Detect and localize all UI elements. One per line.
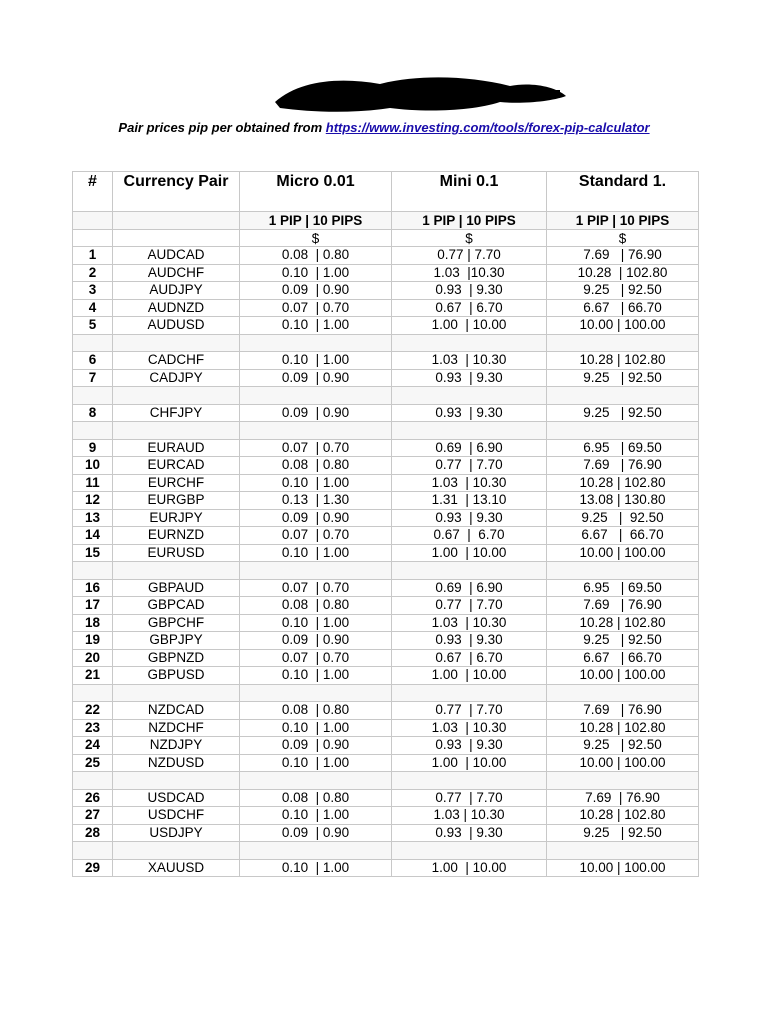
table-row [73, 632, 699, 650]
group-separator [73, 562, 699, 580]
currency-pair: XAUUSD [113, 859, 240, 877]
currency-pair: EURJPY [113, 509, 240, 527]
table-row [73, 754, 699, 772]
table-row [73, 264, 699, 282]
currency-pair: EURGBP [113, 492, 240, 510]
standard-value: 10.28 | 102.80 [547, 474, 699, 492]
micro-value: 0.09 | 0.90 [240, 509, 392, 527]
row-number: 18 [73, 614, 113, 632]
mini-value: 0.69 | 6.90 [392, 439, 547, 457]
mini-value: 0.67 | 6.70 [392, 299, 547, 317]
row-number: 7 [73, 369, 113, 387]
mini-value: 1.00 | 10.00 [392, 859, 547, 877]
micro-value: 0.07 | 0.70 [240, 299, 392, 317]
standard-value: 7.69 | 76.90 [547, 457, 699, 475]
row-number: 29 [73, 859, 113, 877]
col-header-mini: Mini 0.1 [392, 172, 547, 212]
table-row [73, 737, 699, 755]
group-separator [73, 387, 699, 405]
table-row [73, 824, 699, 842]
mini-value: 0.93 | 9.30 [392, 632, 547, 650]
table-row [73, 544, 699, 562]
currency-pair: NZDUSD [113, 754, 240, 772]
table-row [73, 649, 699, 667]
currency-pair: GBPAUD [113, 579, 240, 597]
table-row [73, 247, 699, 265]
micro-value: 0.07 | 0.70 [240, 439, 392, 457]
pip-value-table [72, 171, 699, 877]
micro-value: 0.09 | 0.90 [240, 737, 392, 755]
source-link[interactable]: https://www.investing.com/tools/forex-pip-calculator [325, 120, 650, 135]
standard-value: 9.25 | 92.50 [547, 282, 699, 300]
standard-value: 10.28 | 102.80 [547, 614, 699, 632]
table-row [73, 527, 699, 545]
currency-pair: CADJPY [113, 369, 240, 387]
table-row [73, 492, 699, 510]
micro-value: 0.07 | 0.70 [240, 527, 392, 545]
col-header-pair: Currency Pair [113, 172, 240, 212]
standard-value: 7.69 | 76.90 [547, 247, 699, 265]
micro-value: 0.09 | 0.90 [240, 824, 392, 842]
row-number: 22 [73, 702, 113, 720]
group-separator [73, 772, 699, 790]
micro-value: 0.09 | 0.90 [240, 404, 392, 422]
standard-value: 6.95 | 69.50 [547, 579, 699, 597]
micro-value: 0.10 | 1.00 [240, 352, 392, 370]
standard-value: 6.67 | 66.70 [547, 527, 699, 545]
micro-value: 0.09 | 0.90 [240, 282, 392, 300]
row-number: 16 [73, 579, 113, 597]
standard-value: 7.69 | 76.90 [547, 597, 699, 615]
row-number: 11 [73, 474, 113, 492]
currency-pair: EURUSD [113, 544, 240, 562]
currency-pair: CADCHF [113, 352, 240, 370]
currency-pair: GBPUSD [113, 667, 240, 685]
micro-value: 0.08 | 0.80 [240, 702, 392, 720]
table-row [73, 702, 699, 720]
currency-micro: $ [240, 230, 392, 247]
micro-value: 0.13 | 1.30 [240, 492, 392, 510]
standard-value: 10.00 | 100.00 [547, 754, 699, 772]
row-number: 26 [73, 789, 113, 807]
table-row [73, 404, 699, 422]
standard-value: 6.67 | 66.70 [547, 299, 699, 317]
row-number: 6 [73, 352, 113, 370]
mini-value: 0.93 | 9.30 [392, 509, 547, 527]
mini-value: 1.00 | 10.00 [392, 754, 547, 772]
mini-value: 0.77 | 7.70 [392, 597, 547, 615]
micro-value: 0.10 | 1.00 [240, 544, 392, 562]
table-row [73, 667, 699, 685]
mini-value: 0.67 | 6.70 [392, 649, 547, 667]
standard-value: 10.28 | 102.80 [547, 264, 699, 282]
mini-value: 1.00 | 10.00 [392, 667, 547, 685]
currency-pair: EURCAD [113, 457, 240, 475]
mini-value: 1.03 | 10.30 [392, 614, 547, 632]
row-number: 3 [73, 282, 113, 300]
standard-value: 10.28 | 102.80 [547, 352, 699, 370]
standard-value: 6.95 | 69.50 [547, 439, 699, 457]
mini-value: 0.93 | 9.30 [392, 369, 547, 387]
table-row [73, 439, 699, 457]
standard-value: 9.25 | 92.50 [547, 632, 699, 650]
mini-value: 0.77 | 7.70 [392, 789, 547, 807]
standard-value: 9.25 | 92.50 [547, 824, 699, 842]
currency-pair: GBPCHF [113, 614, 240, 632]
header-row [73, 172, 699, 212]
currency-pair: AUDUSD [113, 317, 240, 335]
standard-value: 13.08 | 130.80 [547, 492, 699, 510]
row-number: 19 [73, 632, 113, 650]
micro-value: 0.08 | 0.80 [240, 597, 392, 615]
mini-value: 0.93 | 9.30 [392, 404, 547, 422]
micro-value: 0.10 | 1.00 [240, 264, 392, 282]
mini-value: 0.69 | 6.90 [392, 579, 547, 597]
subheader-mini: 1 PIP | 10 PIPS [392, 212, 547, 230]
row-number: 21 [73, 667, 113, 685]
row-number: 25 [73, 754, 113, 772]
currency-pair: EURNZD [113, 527, 240, 545]
row-number: 27 [73, 807, 113, 825]
standard-value: 9.25 | 92.50 [547, 737, 699, 755]
source-line [0, 120, 768, 135]
currency-pair: EURCHF [113, 474, 240, 492]
table-row [73, 474, 699, 492]
mini-value: 0.67 | 6.70 [392, 527, 547, 545]
standard-value: 10.28 | 102.80 [547, 807, 699, 825]
row-number: 8 [73, 404, 113, 422]
group-separator [73, 422, 699, 440]
mini-value: 0.93 | 9.30 [392, 737, 547, 755]
currency-pair: GBPNZD [113, 649, 240, 667]
currency-pair: NZDCAD [113, 702, 240, 720]
micro-value: 0.07 | 0.70 [240, 649, 392, 667]
mini-value: 1.03 |10.30 [392, 264, 547, 282]
mini-value: 0.77 | 7.70 [392, 457, 547, 475]
currency-pair: NZDJPY [113, 737, 240, 755]
standard-value: 9.25 | 92.50 [547, 509, 699, 527]
row-number: 17 [73, 597, 113, 615]
col-header-micro: Micro 0.01 [240, 172, 392, 212]
mini-value: 0.93 | 9.30 [392, 824, 547, 842]
mini-value: 1.00 | 10.00 [392, 317, 547, 335]
micro-value: 0.10 | 1.00 [240, 317, 392, 335]
group-separator [73, 842, 699, 860]
currency-pair: EURAUD [113, 439, 240, 457]
micro-value: 0.08 | 0.80 [240, 247, 392, 265]
currency-pair: NZDCHF [113, 719, 240, 737]
row-number: 12 [73, 492, 113, 510]
row-number: 10 [73, 457, 113, 475]
standard-value: 7.69 | 76.90 [547, 789, 699, 807]
currency-mini: $ [392, 230, 547, 247]
redaction-scribble [270, 72, 570, 114]
row-number: 5 [73, 317, 113, 335]
group-separator [73, 334, 699, 352]
table-row [73, 509, 699, 527]
table-row [73, 807, 699, 825]
micro-value: 0.09 | 0.90 [240, 369, 392, 387]
table-row [73, 352, 699, 370]
subheader-row [73, 212, 699, 230]
mini-value: 1.31 | 13.10 [392, 492, 547, 510]
standard-value: 10.28 | 102.80 [547, 719, 699, 737]
currency-row [73, 230, 699, 247]
micro-value: 0.10 | 1.00 [240, 719, 392, 737]
mini-value: 1.03 | 10.30 [392, 719, 547, 737]
mini-value: 1.03 | 10.30 [392, 807, 547, 825]
currency-pair: AUDCAD [113, 247, 240, 265]
standard-value: 10.00 | 100.00 [547, 859, 699, 877]
currency-pair: USDCAD [113, 789, 240, 807]
standard-value: 6.67 | 66.70 [547, 649, 699, 667]
group-separator [73, 684, 699, 702]
table-body [73, 247, 699, 877]
currency-pair: GBPJPY [113, 632, 240, 650]
micro-value: 0.08 | 0.80 [240, 789, 392, 807]
table-row [73, 457, 699, 475]
row-number: 24 [73, 737, 113, 755]
standard-value: 7.69 | 76.90 [547, 702, 699, 720]
mini-value: 0.77 | 7.70 [392, 702, 547, 720]
micro-value: 0.09 | 0.90 [240, 632, 392, 650]
currency-pair: AUDCHF [113, 264, 240, 282]
row-number: 28 [73, 824, 113, 842]
standard-value: 10.00 | 100.00 [547, 667, 699, 685]
micro-value: 0.10 | 1.00 [240, 807, 392, 825]
table-row [73, 859, 699, 877]
currency-pair: AUDNZD [113, 299, 240, 317]
mini-value: 0.77 | 7.70 [392, 247, 547, 265]
row-number: 1 [73, 247, 113, 265]
table-row [73, 597, 699, 615]
row-number: 15 [73, 544, 113, 562]
table-row [73, 317, 699, 335]
micro-value: 0.10 | 1.00 [240, 859, 392, 877]
table-row [73, 579, 699, 597]
mini-value: 1.03 | 10.30 [392, 352, 547, 370]
currency-pair: USDJPY [113, 824, 240, 842]
col-header-standard: Standard 1. [547, 172, 699, 212]
table-row [73, 614, 699, 632]
currency-pair: AUDJPY [113, 282, 240, 300]
source-prefix: Pair prices pip per obtained from [118, 120, 326, 135]
standard-value: 10.00 | 100.00 [547, 544, 699, 562]
micro-value: 0.10 | 1.00 [240, 754, 392, 772]
table-row [73, 789, 699, 807]
table-row [73, 719, 699, 737]
mini-value: 0.93 | 9.30 [392, 282, 547, 300]
currency-pair: USDCHF [113, 807, 240, 825]
table-row [73, 369, 699, 387]
micro-value: 0.10 | 1.00 [240, 614, 392, 632]
table-row [73, 282, 699, 300]
micro-value: 0.07 | 0.70 [240, 579, 392, 597]
subheader-standard: 1 PIP | 10 PIPS [547, 212, 699, 230]
row-number: 14 [73, 527, 113, 545]
subheader-micro: 1 PIP | 10 PIPS [240, 212, 392, 230]
col-header-number: # [73, 172, 113, 212]
row-number: 20 [73, 649, 113, 667]
mini-value: 1.00 | 10.00 [392, 544, 547, 562]
currency-standard: $ [547, 230, 699, 247]
standard-value: 9.25 | 92.50 [547, 404, 699, 422]
micro-value: 0.10 | 1.00 [240, 474, 392, 492]
row-number: 13 [73, 509, 113, 527]
standard-value: 9.25 | 92.50 [547, 369, 699, 387]
row-number: 23 [73, 719, 113, 737]
standard-value: 10.00 | 100.00 [547, 317, 699, 335]
table-row [73, 299, 699, 317]
currency-pair: GBPCAD [113, 597, 240, 615]
row-number: 9 [73, 439, 113, 457]
row-number: 4 [73, 299, 113, 317]
mini-value: 1.03 | 10.30 [392, 474, 547, 492]
micro-value: 0.10 | 1.00 [240, 667, 392, 685]
micro-value: 0.08 | 0.80 [240, 457, 392, 475]
row-number: 2 [73, 264, 113, 282]
currency-pair: CHFJPY [113, 404, 240, 422]
